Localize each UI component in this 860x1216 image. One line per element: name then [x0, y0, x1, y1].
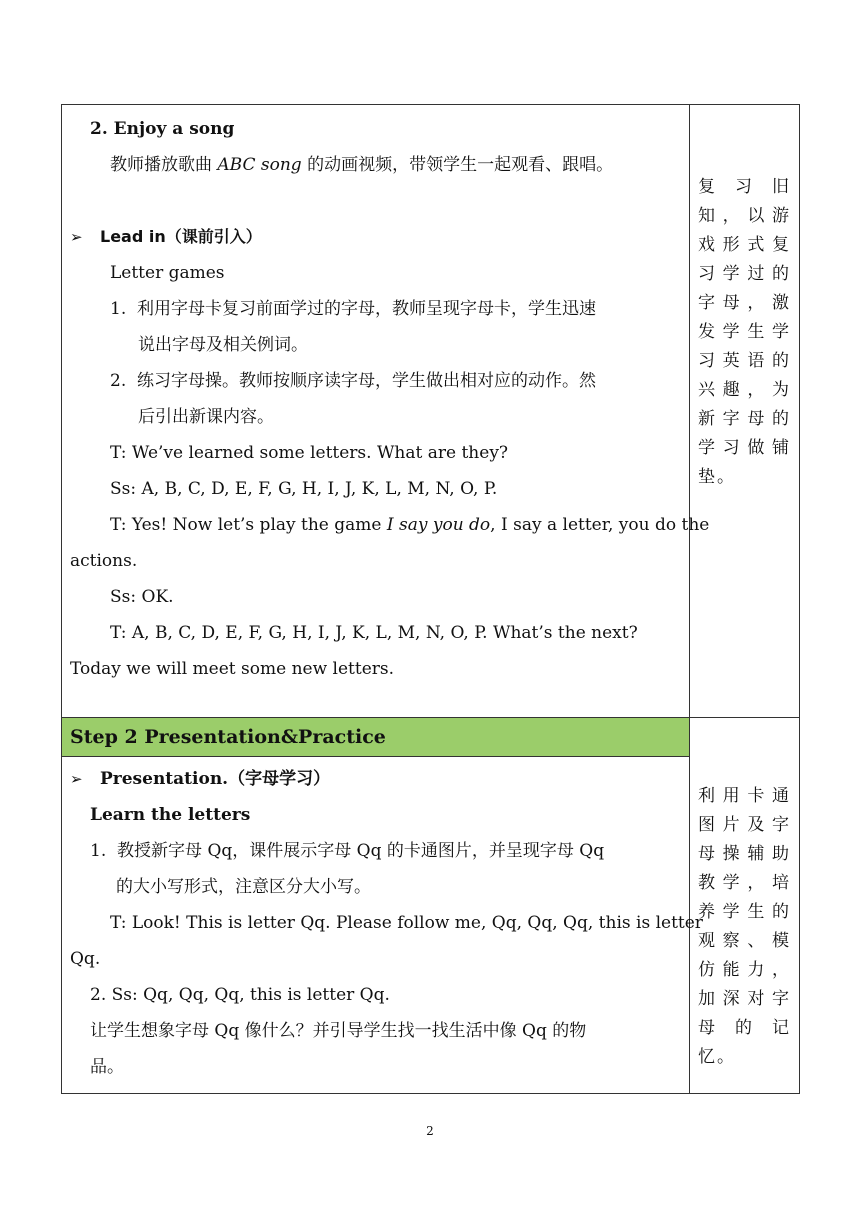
lesson-plan-table — [61, 104, 800, 1094]
list-item: 1. 利用字母卡复习前面学过的字母，教师呈现字母卡，学生迅速 — [110, 299, 597, 319]
activity-cell — [62, 105, 710, 718]
list-item-continued: 后引出新课内容。 — [138, 407, 274, 427]
dialogue-line: T: We’ve learned some letters. What are they? — [110, 443, 509, 463]
dialogue-line: Ss: A, B, C, D, E, F, G, H, I, J, K, L, M, N, O, P. — [110, 479, 498, 499]
lead-in-heading: ➢ Lead in（课前引入） — [70, 219, 681, 255]
presentation-heading: ➢ Presentation.（字母学习） — [70, 761, 681, 797]
activity-cell — [62, 718, 703, 1094]
purpose-note: 利用卡通图片及字母操辅助教学，培养学生的观察、模仿能力，加深对字母的记忆。 — [698, 786, 791, 1067]
dialogue-line: T: A, B, C, D, E, F, G, H, I, J, K, L, M, N, O, P. What’s the next? — [110, 623, 638, 643]
dialogue-line-continued: actions. — [70, 551, 138, 571]
list-item: 2. 练习字母操。教师按顺序读字母，学生做出相对应的动作。然 — [110, 371, 597, 391]
list-item-continued: 说出字母及相关例词。 — [138, 335, 308, 355]
dialogue-line-continued: Today we will meet some new letters. — [70, 659, 395, 679]
arrow-bullet-icon: ➢ — [70, 770, 83, 788]
list-item: 2. Ss: Qq, Qq, Qq, this is letter Qq. — [90, 985, 390, 1005]
learn-letters-title: Learn the letters — [90, 805, 251, 825]
table-row — [62, 105, 800, 718]
activity-text-continued: 品。 — [90, 1057, 124, 1077]
purpose-note: 复习旧知，以游戏形式复习学过的字母，激发学生学习英语的兴趣，为新字母的学习做铺垫。 — [698, 177, 791, 487]
list-item: 1. 教授新字母 Qq，课件展示字母 Qq 的卡通图片，并呈现字母 Qq — [90, 841, 605, 861]
activity-text: 让学生想象字母 Qq 像什么？并引导学生找一找生活中像 Qq 的物 — [90, 1021, 587, 1041]
dialogue-line: Ss: OK. — [110, 587, 174, 607]
spacer — [70, 183, 681, 219]
enjoy-song-text: 教师播放歌曲 ABC song 的动画视频，带领学生一起观看、跟唱。 — [110, 155, 614, 175]
list-item-continued: 的大小写形式，注意区分大小写。 — [116, 877, 371, 897]
page-number: 2 — [426, 1124, 434, 1138]
table-row — [62, 718, 800, 1094]
letter-games-label: Letter games — [110, 263, 225, 283]
step-heading: Step 2 Presentation&Practice — [62, 718, 689, 757]
dialogue-line-continued: Qq. — [70, 949, 101, 969]
arrow-bullet-icon: ➢ — [70, 228, 83, 246]
purpose-cell — [690, 105, 800, 718]
purpose-cell — [690, 718, 800, 1094]
dialogue-line: T: Look! This is letter Qq. Please follow me, Qq, Qq, Qq, this is letter — [110, 913, 703, 933]
dialogue-line: T: Yes! Now let’s play the game I say you do, I say a letter, you do the — [110, 515, 710, 535]
enjoy-song-title: 2. Enjoy a song — [90, 119, 235, 139]
